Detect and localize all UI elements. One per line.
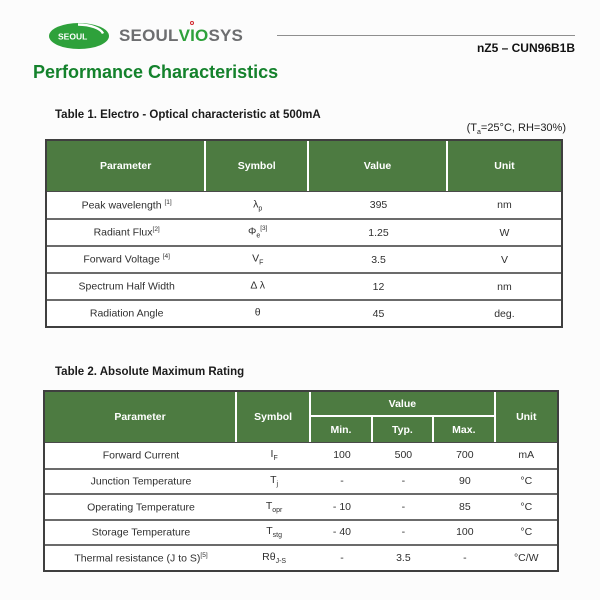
table1-title: Table 1. Electro - Optical characteristic at 500mA	[55, 109, 321, 121]
col-header-value: Value	[309, 141, 448, 191]
table-row	[45, 493, 557, 519]
value-cell: 12	[309, 272, 448, 299]
symbol-cell: $\lambda_p$	[206, 191, 309, 218]
parameter-cell: Radiant Flux[2]	[47, 218, 206, 245]
parameter-cell: Forward Voltage [4]	[47, 245, 206, 272]
table2-title: Table 2. Absolute Maximum Rating	[55, 366, 245, 378]
parameter-cell: Radiation Angle	[47, 299, 206, 326]
min-cell: 100	[311, 442, 372, 468]
unit-cell: deg.	[448, 299, 561, 326]
table-row	[47, 218, 561, 245]
symbol-cell: Δ λ	[206, 272, 309, 299]
symbol-cell: $\Phi_e[3]$	[206, 218, 309, 245]
col-header-typ: Typ.	[373, 417, 434, 442]
brand-vio: VIO	[179, 26, 209, 46]
value-cell: 1.25	[309, 218, 448, 245]
symbol-cell: $T_j$	[237, 468, 311, 494]
value-cell: 45	[309, 299, 448, 326]
typ-cell: -	[373, 493, 434, 519]
max-cell: 90	[434, 468, 495, 494]
symbol-cell: $V_F$	[206, 245, 309, 272]
unit-cell: W	[448, 218, 561, 245]
typ-cell: -	[373, 468, 434, 494]
parameter-cell: Junction Temperature	[45, 468, 237, 494]
value-cell: 395	[309, 191, 448, 218]
table-row	[47, 245, 561, 272]
min-cell: -	[311, 544, 372, 570]
table-row	[45, 468, 557, 494]
table1-header-row	[47, 141, 561, 191]
min-cell: - 10	[311, 493, 372, 519]
parameter-cell: Thermal resistance (J to S)[5]	[45, 544, 237, 570]
unit-cell: °C/W	[496, 544, 557, 570]
unit-cell: °C	[496, 468, 557, 494]
electro-optical-table	[45, 139, 563, 328]
parameter-cell: Storage Temperature	[45, 519, 237, 545]
col-header-value-group: Value	[311, 392, 495, 417]
min-cell: - 40	[311, 519, 372, 545]
badge-text: SEOUL	[58, 31, 88, 42]
typ-cell: 500	[373, 442, 434, 468]
table-row	[45, 519, 557, 545]
symbol-cell: θ	[206, 299, 309, 326]
unit-cell: mA	[496, 442, 557, 468]
table-row	[47, 272, 561, 299]
parameter-cell: Forward Current	[45, 442, 237, 468]
col-header-parameter: Parameter	[47, 141, 206, 191]
absolute-maximum-rating-table	[43, 390, 559, 572]
col-header-parameter: Parameter	[45, 392, 237, 442]
unit-cell: nm	[448, 191, 561, 218]
table-row	[47, 191, 561, 218]
max-cell: 700	[434, 442, 495, 468]
typ-cell: -	[373, 519, 434, 545]
unit-cell: °C	[496, 493, 557, 519]
unit-cell: °C	[496, 519, 557, 545]
unit-cell: V	[448, 245, 561, 272]
min-cell: -	[311, 468, 372, 494]
col-header-unit: Unit	[448, 141, 561, 191]
brand-suffix: SYS	[208, 26, 244, 45]
table1-condition: ($T_a=25^\circ C$, RH=30%)	[466, 122, 566, 137]
col-header-symbol: Symbol	[206, 141, 309, 191]
col-header-max: Max.	[434, 417, 495, 442]
symbol-cell: $I_F$	[237, 442, 311, 468]
table2-header-row-top	[45, 392, 557, 417]
unit-cell: nm	[448, 272, 561, 299]
col-header-min: Min.	[311, 417, 372, 442]
header-rule	[277, 35, 575, 36]
symbol-cell: $T_{stg}$	[237, 519, 311, 545]
brand-text	[119, 26, 243, 46]
parameter-cell: Spectrum Half Width	[47, 272, 206, 299]
seoul-badge-logo-icon	[48, 21, 112, 51]
max-cell: 85	[434, 493, 495, 519]
symbol-cell: $T_{opr}$	[237, 493, 311, 519]
model-number: nZ5 – CUN96B1B	[476, 41, 575, 55]
value-cell: 3.5	[309, 245, 448, 272]
seoul-viosys-logo	[48, 21, 243, 51]
symbol-cell: $R\theta_{J-S}$	[237, 544, 311, 570]
max-cell: -	[434, 544, 495, 570]
max-cell: 100	[434, 519, 495, 545]
col-header-unit: Unit	[496, 392, 557, 442]
typ-cell: 3.5	[373, 544, 434, 570]
page-title: Performance Characteristics	[33, 62, 279, 82]
parameter-cell: Peak wavelength [1]	[47, 191, 206, 218]
parameter-cell: Operating Temperature	[45, 493, 237, 519]
table-row	[45, 442, 557, 468]
col-header-symbol: Symbol	[237, 392, 311, 442]
logo-red-dot-icon	[190, 21, 194, 25]
table-row	[45, 544, 557, 570]
table-row	[47, 299, 561, 326]
brand-prefix: SEOUL	[119, 26, 179, 45]
